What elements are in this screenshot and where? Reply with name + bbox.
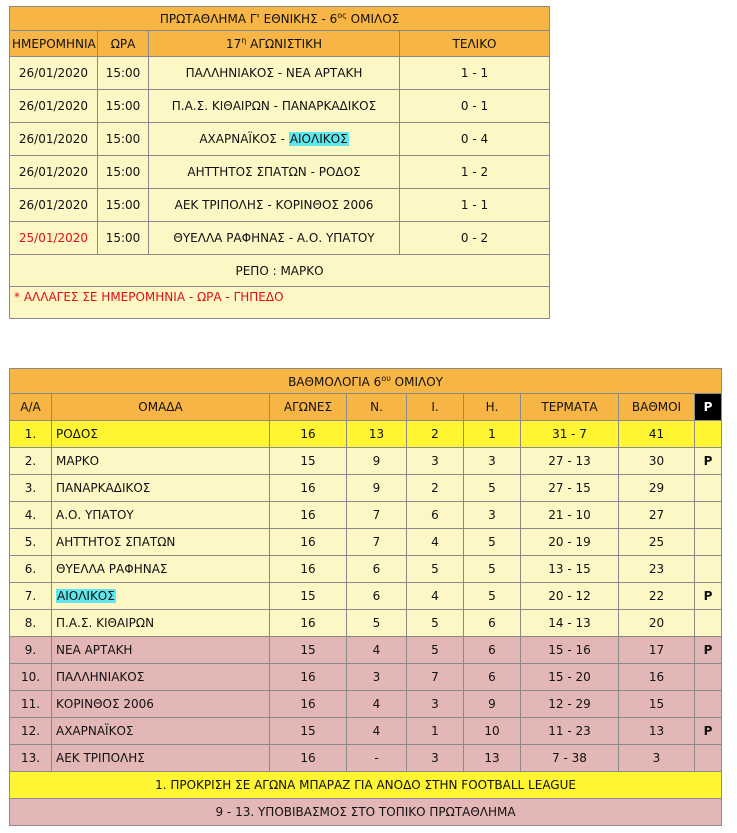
- standings-cell-games: 16: [270, 664, 347, 691]
- standings-cell-goals: 11 - 23: [521, 718, 619, 745]
- standings-cell-l: 10: [464, 718, 521, 745]
- team-name: ΠΑΛΛΗΝΙΑΚΟΣ: [56, 670, 145, 684]
- standings-cell-games: 16: [270, 745, 347, 772]
- standings-cell-goals: 31 - 7: [521, 421, 619, 448]
- standings-cell-p: [695, 529, 722, 556]
- standings-cell-w: -: [347, 745, 407, 772]
- standings-row: [10, 475, 722, 502]
- standings-cell-w: 3: [347, 664, 407, 691]
- standings-cell-l: 9: [464, 691, 521, 718]
- team-name: ΠΑΝΑΡΚΑΔΙΚΟΣ: [56, 481, 151, 495]
- away-team: ΡΟΔΟΣ: [318, 165, 361, 179]
- standings-cell-p: P: [695, 583, 722, 610]
- standings-cell-team: [52, 583, 270, 610]
- standings-cell-goals: 20 - 19: [521, 529, 619, 556]
- standings-cell-p: [695, 691, 722, 718]
- standings-cell-d: 1: [407, 718, 464, 745]
- standings-cell-pos: 8.: [10, 610, 52, 637]
- standings-cell-w: 4: [347, 637, 407, 664]
- standings-cell-games: 16: [270, 529, 347, 556]
- standings-cell-games: 16: [270, 556, 347, 583]
- standings-cell-p: [695, 745, 722, 772]
- standings-header-7: ΒΑΘΜΟΙ: [619, 394, 695, 421]
- match-result: 1 - 1: [400, 57, 550, 90]
- standings-title: ΒΑΘΜΟΛΟΓΙΑ $6^{o\upsilon}$ ΟΜΙΛΟΥ: [10, 369, 722, 394]
- standings-cell-goals: 12 - 29: [521, 691, 619, 718]
- home-team: ΠΑΛΛΗΝΙΑΚΟΣ: [185, 66, 274, 80]
- standings-cell-l: 3: [464, 448, 521, 475]
- fixture-row: [10, 57, 550, 90]
- match-teams: ΠΑΛΛΗΝΙΑΚΟΣ - ΝΕΑ ΑΡΤΑΚΗ: [149, 57, 400, 90]
- standings-cell-d: 5: [407, 610, 464, 637]
- fixture-row: [10, 222, 550, 255]
- standings-cell-p: [695, 421, 722, 448]
- standings-cell-d: 6: [407, 502, 464, 529]
- team-name: ΑΧΑΡΝΑΪΚΟΣ: [56, 724, 134, 738]
- match-teams: Π.Α.Σ. ΚΙΘΑΙΡΩΝ - ΠΑΝΑΡΚΑΔΙΚΟΣ: [149, 90, 400, 123]
- standings-header-2: ΑΓΩΝΕΣ: [270, 394, 347, 421]
- standings-cell-pts: 30: [619, 448, 695, 475]
- standings-cell-pts: 23: [619, 556, 695, 583]
- standings-cell-d: 2: [407, 475, 464, 502]
- away-team: ΑΙΟΛΙΚΟΣ: [289, 132, 348, 146]
- standings-table: [9, 368, 722, 826]
- standings-cell-pos: 11.: [10, 691, 52, 718]
- away-team: ΠΑΝΑΡΚΑΔΙΚΟΣ: [281, 99, 377, 113]
- standings-cell-games: 15: [270, 637, 347, 664]
- standings-cell-team: [52, 421, 270, 448]
- standings-header-6: ΤΕΡΜΑΤΑ: [521, 394, 619, 421]
- standings-cell-games: 16: [270, 502, 347, 529]
- standings-cell-pos: 2.: [10, 448, 52, 475]
- standings-cell-pos: 7.: [10, 583, 52, 610]
- standings-cell-p: P: [695, 718, 722, 745]
- away-team: ΚΟΡΙΝΘΟΣ 2006: [275, 198, 374, 212]
- promotion-note: 1. ΠΡΟΚΡΙΣΗ ΣΕ ΑΓΩΝΑ ΜΠΑΡΑΖ ΓΙΑ ΑΝΟΔΟ ΣΤΗΝ FOOTBALL LEAGUE: [10, 772, 722, 799]
- team-name: ΡΟΔΟΣ: [56, 427, 98, 441]
- home-team: ΑΗΤΤΗΤΟΣ ΣΠΑΤΩΝ: [187, 165, 307, 179]
- fixtures-table: [9, 6, 550, 319]
- standings-cell-w: 9: [347, 448, 407, 475]
- standings-cell-games: 16: [270, 475, 347, 502]
- standings-cell-team: [52, 610, 270, 637]
- standings-cell-pts: 22: [619, 583, 695, 610]
- standings-cell-w: 13: [347, 421, 407, 448]
- match-time: 15:00: [98, 156, 149, 189]
- standings-cell-l: 5: [464, 556, 521, 583]
- standings-cell-pos: 9.: [10, 637, 52, 664]
- match-date: 26/01/2020: [10, 57, 98, 90]
- standings-cell-goals: 7 - 38: [521, 745, 619, 772]
- standings-row: [10, 556, 722, 583]
- standings-cell-l: 13: [464, 745, 521, 772]
- standings-cell-w: 7: [347, 502, 407, 529]
- standings-cell-p: P: [695, 448, 722, 475]
- standings-row: [10, 583, 722, 610]
- standings-cell-pts: 13: [619, 718, 695, 745]
- standings-cell-p: [695, 502, 722, 529]
- match-result: 1 - 2: [400, 156, 550, 189]
- standings-cell-team: [52, 718, 270, 745]
- standings-row: [10, 637, 722, 664]
- team-name: ΘΥΕΛΛΑ ΡΑΦΗΝΑΣ: [56, 562, 168, 576]
- team-name: ΚΟΡΙΝΘΟΣ 2006: [56, 697, 154, 711]
- standings-cell-games: 15: [270, 583, 347, 610]
- standings-cell-team: [52, 637, 270, 664]
- standings-cell-games: 16: [270, 610, 347, 637]
- home-team: ΑΧΑΡΝΑΪΚΟΣ: [199, 132, 277, 146]
- fixture-row: [10, 123, 550, 156]
- standings-row: [10, 745, 722, 772]
- standings-header-5: Η.: [464, 394, 521, 421]
- match-date: 25/01/2020: [10, 222, 98, 255]
- match-time: 15:00: [98, 222, 149, 255]
- standings-row: [10, 610, 722, 637]
- standings-cell-pos: 6.: [10, 556, 52, 583]
- col-date-header: ΗΜΕΡΟΜΗΝΙΑ: [10, 31, 98, 57]
- match-date: 26/01/2020: [10, 123, 98, 156]
- team-name: Π.Α.Σ. ΚΙΘΑΙΡΩΝ: [56, 616, 155, 630]
- standings-cell-team: [52, 475, 270, 502]
- standings-cell-p: P: [695, 637, 722, 664]
- standings-cell-team: [52, 502, 270, 529]
- col-result-header: ΤΕΛΙΚΟ: [400, 31, 550, 57]
- standings-cell-team: [52, 529, 270, 556]
- standings-cell-pos: 1.: [10, 421, 52, 448]
- standings-cell-l: 5: [464, 475, 521, 502]
- standings-cell-team: [52, 691, 270, 718]
- match-result: 0 - 4: [400, 123, 550, 156]
- standings-cell-goals: 15 - 16: [521, 637, 619, 664]
- schedule-change-note: * ΑΛΛΑΓΕΣ ΣΕ ΗΜΕΡΟΜΗΝΙΑ - ΩΡΑ - ΓΗΠΕΔΟ: [10, 287, 550, 319]
- away-team: Α.Ο. ΥΠΑΤΟΥ: [296, 231, 375, 245]
- standings-cell-team: [52, 664, 270, 691]
- standings-cell-pos: 4.: [10, 502, 52, 529]
- match-result: 1 - 1: [400, 189, 550, 222]
- standings-cell-team: [52, 448, 270, 475]
- standings-cell-w: 6: [347, 556, 407, 583]
- standings-cell-d: 7: [407, 664, 464, 691]
- standings-cell-pos: 5.: [10, 529, 52, 556]
- match-result: 0 - 1: [400, 90, 550, 123]
- home-team: ΘΥΕΛΛΑ ΡΑΦΗΝΑΣ: [173, 231, 285, 245]
- match-teams: ΑΧΑΡΝΑΪΚΟΣ - ΑΙΟΛΙΚΟΣ: [149, 123, 400, 156]
- match-teams: ΘΥΕΛΛΑ ΡΑΦΗΝΑΣ - Α.Ο. ΥΠΑΤΟΥ: [149, 222, 400, 255]
- fixture-row: [10, 189, 550, 222]
- col-round-header: $17^\eta$ ΑΓΩΝΙΣΤΙΚΗ: [149, 31, 400, 57]
- match-date: 26/01/2020: [10, 90, 98, 123]
- match-result: 0 - 2: [400, 222, 550, 255]
- standings-cell-pts: 17: [619, 637, 695, 664]
- team-name: ΑΗΤΤΗΤΟΣ ΣΠΑΤΩΝ: [56, 535, 176, 549]
- standings-cell-goals: 13 - 15: [521, 556, 619, 583]
- standings-cell-d: 3: [407, 448, 464, 475]
- match-date: 26/01/2020: [10, 189, 98, 222]
- standings-cell-l: 6: [464, 610, 521, 637]
- match-time: 15:00: [98, 57, 149, 90]
- standings-cell-w: 5: [347, 610, 407, 637]
- standings-cell-w: 9: [347, 475, 407, 502]
- team-name: ΝΕΑ ΑΡΤΑΚΗ: [56, 643, 133, 657]
- standings-cell-pts: 27: [619, 502, 695, 529]
- standings-cell-p: [695, 610, 722, 637]
- home-team: ΑΕΚ ΤΡΙΠΟΛΗΣ: [174, 198, 264, 212]
- standings-cell-d: 4: [407, 529, 464, 556]
- standings-cell-w: 4: [347, 718, 407, 745]
- standings-cell-games: 15: [270, 448, 347, 475]
- standings-cell-goals: 21 - 10: [521, 502, 619, 529]
- standings-cell-pts: 29: [619, 475, 695, 502]
- standings-cell-pos: 3.: [10, 475, 52, 502]
- standings-cell-pts: 15: [619, 691, 695, 718]
- standings-cell-d: 5: [407, 637, 464, 664]
- match-date: 26/01/2020: [10, 156, 98, 189]
- fixtures-title: ΠΡΩΤΑΘΛΗΜΑ Γ' ΕΘΝΙΚΗΣ - $6^{o\varsigma}$ ΟΜΙΛΟΣ: [10, 7, 550, 31]
- standings-cell-goals: 14 - 13: [521, 610, 619, 637]
- standings-cell-l: 5: [464, 529, 521, 556]
- fixture-row: [10, 90, 550, 123]
- standings-cell-p: [695, 664, 722, 691]
- standings-cell-pts: 20: [619, 610, 695, 637]
- team-name: Α.Ο. ΥΠΑΤΟΥ: [56, 508, 134, 522]
- standings-cell-l: 3: [464, 502, 521, 529]
- standings-cell-l: 6: [464, 664, 521, 691]
- standings-header-8: P: [695, 394, 722, 421]
- match-time: 15:00: [98, 189, 149, 222]
- standings-header-4: Ι.: [407, 394, 464, 421]
- standings-cell-pts: 25: [619, 529, 695, 556]
- standings-row: [10, 664, 722, 691]
- standings-row: [10, 421, 722, 448]
- standings-cell-d: 3: [407, 691, 464, 718]
- standings-cell-games: 15: [270, 718, 347, 745]
- fixture-row: [10, 156, 550, 189]
- relegation-note: 9 - 13. ΥΠΟΒΙΒΑΣΜΟΣ ΣΤΟ ΤΟΠΙΚΟ ΠΡΩΤΑΘΛΗΜΑ: [10, 799, 722, 826]
- standings-cell-pts: 16: [619, 664, 695, 691]
- standings-cell-team: [52, 745, 270, 772]
- standings-cell-pos: 12.: [10, 718, 52, 745]
- team-name: ΑΙΟΛΙΚΟΣ: [57, 589, 115, 603]
- home-team: Π.Α.Σ. ΚΙΘΑΙΡΩΝ: [171, 99, 270, 113]
- standings-cell-l: 5: [464, 583, 521, 610]
- standings-cell-p: [695, 475, 722, 502]
- col-time-header: ΩΡΑ: [98, 31, 149, 57]
- match-time: 15:00: [98, 123, 149, 156]
- match-teams: ΑΗΤΤΗΤΟΣ ΣΠΑΤΩΝ - ΡΟΔΟΣ: [149, 156, 400, 189]
- standings-cell-pos: 13.: [10, 745, 52, 772]
- standings-cell-goals: 27 - 15: [521, 475, 619, 502]
- standings-cell-goals: 27 - 13: [521, 448, 619, 475]
- team-name: ΜΑΡΚΟ: [56, 454, 100, 468]
- standings-cell-goals: 15 - 20: [521, 664, 619, 691]
- standings-row: [10, 502, 722, 529]
- standings-header-1: ΟΜΑΔΑ: [52, 394, 270, 421]
- rest-team: ΡΕΠΟ : ΜΑΡΚΟ: [10, 255, 550, 287]
- standings-cell-w: 6: [347, 583, 407, 610]
- standings-cell-p: [695, 556, 722, 583]
- team-name: ΑΕΚ ΤΡΙΠΟΛΗΣ: [56, 751, 145, 765]
- standings-cell-pos: 10.: [10, 664, 52, 691]
- standings-header-0: Α/Α: [10, 394, 52, 421]
- standings-cell-w: 7: [347, 529, 407, 556]
- standings-cell-d: 2: [407, 421, 464, 448]
- away-team: ΝΕΑ ΑΡΤΑΚΗ: [285, 66, 363, 80]
- standings-cell-d: 4: [407, 583, 464, 610]
- standings-cell-games: 16: [270, 421, 347, 448]
- standings-row: [10, 691, 722, 718]
- standings-cell-pts: 3: [619, 745, 695, 772]
- standings-cell-l: 6: [464, 637, 521, 664]
- match-time: 15:00: [98, 90, 149, 123]
- standings-cell-goals: 20 - 12: [521, 583, 619, 610]
- standings-header-3: Ν.: [347, 394, 407, 421]
- standings-row: [10, 448, 722, 475]
- standings-cell-d: 5: [407, 556, 464, 583]
- standings-row: [10, 718, 722, 745]
- match-teams: ΑΕΚ ΤΡΙΠΟΛΗΣ - ΚΟΡΙΝΘΟΣ 2006: [149, 189, 400, 222]
- standings-cell-team: [52, 556, 270, 583]
- standings-row: [10, 529, 722, 556]
- standings-cell-games: 16: [270, 691, 347, 718]
- standings-cell-w: 4: [347, 691, 407, 718]
- standings-cell-pts: 41: [619, 421, 695, 448]
- standings-cell-d: 3: [407, 745, 464, 772]
- standings-cell-l: 1: [464, 421, 521, 448]
